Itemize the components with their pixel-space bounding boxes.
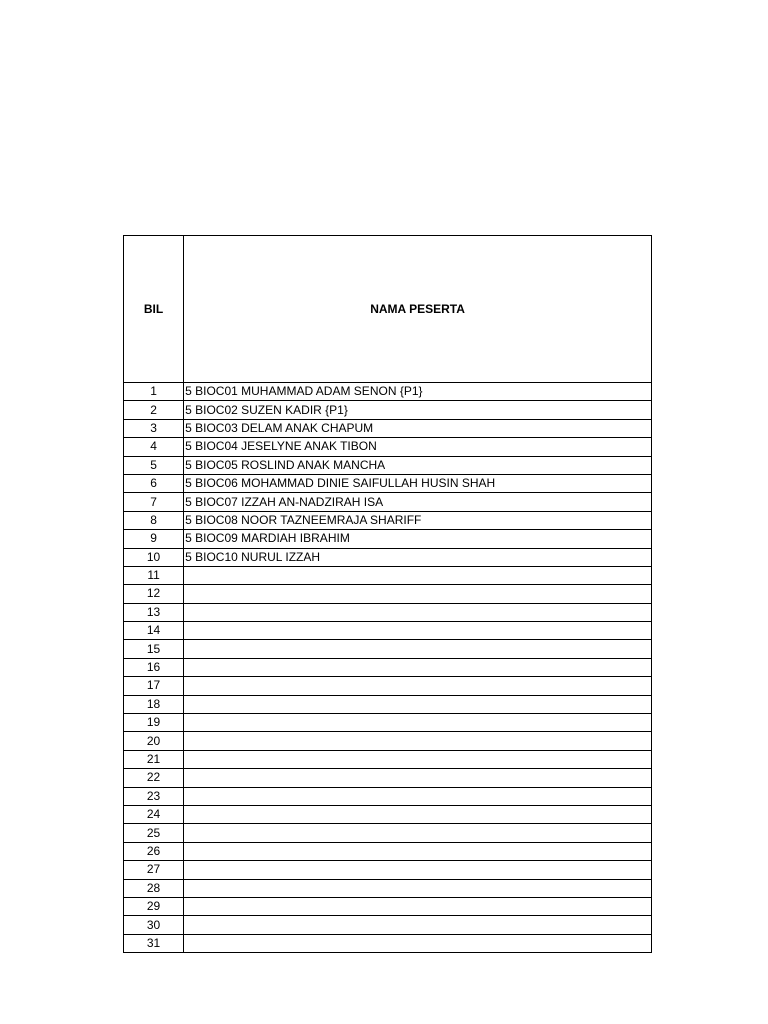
- table-row: [124, 548, 652, 566]
- row-number-cell: 25: [124, 824, 184, 842]
- row-number-cell: 20: [124, 732, 184, 750]
- participant-name-cell: [184, 658, 652, 676]
- table-row: [124, 566, 652, 584]
- table-row: [124, 695, 652, 713]
- table-row: [124, 842, 652, 860]
- table-row: [124, 916, 652, 934]
- participant-name-cell: 5 BIOC04 JESELYNE ANAK TIBON: [184, 438, 652, 456]
- participant-name-cell: [184, 805, 652, 823]
- row-number-cell: 30: [124, 916, 184, 934]
- table-row: [124, 714, 652, 732]
- participant-name-cell: [184, 695, 652, 713]
- participant-name-cell: [184, 934, 652, 952]
- table-row: [124, 401, 652, 419]
- table-row: [124, 456, 652, 474]
- table-body: [124, 383, 652, 953]
- participant-name-cell: [184, 861, 652, 879]
- participant-name-cell: 5 BIOC05 ROSLIND ANAK MANCHA: [184, 456, 652, 474]
- table-row: [124, 603, 652, 621]
- table-row: [124, 511, 652, 529]
- participant-name-cell: [184, 640, 652, 658]
- participant-name-cell: [184, 677, 652, 695]
- table-row: [124, 438, 652, 456]
- participant-name-cell: 5 BIOC10 NURUL IZZAH: [184, 548, 652, 566]
- participant-name-cell: 5 BIOC07 IZZAH AN-NADZIRAH ISA: [184, 493, 652, 511]
- row-number-cell: 27: [124, 861, 184, 879]
- participant-name-cell: [184, 750, 652, 768]
- table-row: [124, 805, 652, 823]
- participant-name-cell: [184, 603, 652, 621]
- table-row: [124, 897, 652, 915]
- table-row: [124, 530, 652, 548]
- row-number-cell: 29: [124, 897, 184, 915]
- table-row: [124, 879, 652, 897]
- participant-name-cell: [184, 842, 652, 860]
- participant-name-cell: 5 BIOC09 MARDIAH IBRAHIM: [184, 530, 652, 548]
- table-row: [124, 658, 652, 676]
- table-row: [124, 493, 652, 511]
- table-header-row: [124, 236, 652, 383]
- table-row: [124, 474, 652, 492]
- table-row: [124, 585, 652, 603]
- row-number-cell: 26: [124, 842, 184, 860]
- row-number-cell: 22: [124, 769, 184, 787]
- table-row: [124, 769, 652, 787]
- table-row: [124, 750, 652, 768]
- row-number-cell: 12: [124, 585, 184, 603]
- row-number-cell: 28: [124, 879, 184, 897]
- row-number-cell: 7: [124, 493, 184, 511]
- row-number-cell: 9: [124, 530, 184, 548]
- header-nama-peserta: NAMA PESERTA: [184, 236, 652, 383]
- row-number-cell: 10: [124, 548, 184, 566]
- table-row: [124, 622, 652, 640]
- row-number-cell: 1: [124, 383, 184, 401]
- row-number-cell: 11: [124, 566, 184, 584]
- row-number-cell: 17: [124, 677, 184, 695]
- row-number-cell: 18: [124, 695, 184, 713]
- participant-name-cell: [184, 769, 652, 787]
- participant-name-cell: 5 BIOC03 DELAM ANAK CHAPUM: [184, 419, 652, 437]
- participant-name-cell: [184, 585, 652, 603]
- table-row: [124, 383, 652, 401]
- participant-name-cell: 5 BIOC08 NOOR TAZNEEMRAJA SHARIFF: [184, 511, 652, 529]
- row-number-cell: 24: [124, 805, 184, 823]
- row-number-cell: 3: [124, 419, 184, 437]
- row-number-cell: 19: [124, 714, 184, 732]
- table-row: [124, 934, 652, 952]
- row-number-cell: 21: [124, 750, 184, 768]
- row-number-cell: 13: [124, 603, 184, 621]
- participant-name-cell: [184, 787, 652, 805]
- participant-name-cell: [184, 879, 652, 897]
- participant-name-cell: [184, 916, 652, 934]
- participant-name-cell: [184, 897, 652, 915]
- row-number-cell: 8: [124, 511, 184, 529]
- table-row: [124, 861, 652, 879]
- row-number-cell: 5: [124, 456, 184, 474]
- row-number-cell: 23: [124, 787, 184, 805]
- table-row: [124, 787, 652, 805]
- participant-name-cell: [184, 622, 652, 640]
- row-number-cell: 4: [124, 438, 184, 456]
- header-bil: BIL: [124, 236, 184, 383]
- participant-name-cell: 5 BIOC01 MUHAMMAD ADAM SENON {P1}: [184, 383, 652, 401]
- row-number-cell: 15: [124, 640, 184, 658]
- row-number-cell: 6: [124, 474, 184, 492]
- table-row: [124, 640, 652, 658]
- participant-name-cell: [184, 566, 652, 584]
- participant-name-cell: [184, 714, 652, 732]
- participant-name-cell: 5 BIOC02 SUZEN KADIR {P1}: [184, 401, 652, 419]
- row-number-cell: 2: [124, 401, 184, 419]
- participant-table: [123, 235, 652, 953]
- participant-name-cell: [184, 732, 652, 750]
- row-number-cell: 14: [124, 622, 184, 640]
- participant-name-cell: [184, 824, 652, 842]
- table-row: [124, 732, 652, 750]
- participant-name-cell: 5 BIOC06 MOHAMMAD DINIE SAIFULLAH HUSIN SHAH: [184, 474, 652, 492]
- table-row: [124, 824, 652, 842]
- table-row: [124, 677, 652, 695]
- table-row: [124, 419, 652, 437]
- row-number-cell: 16: [124, 658, 184, 676]
- row-number-cell: 31: [124, 934, 184, 952]
